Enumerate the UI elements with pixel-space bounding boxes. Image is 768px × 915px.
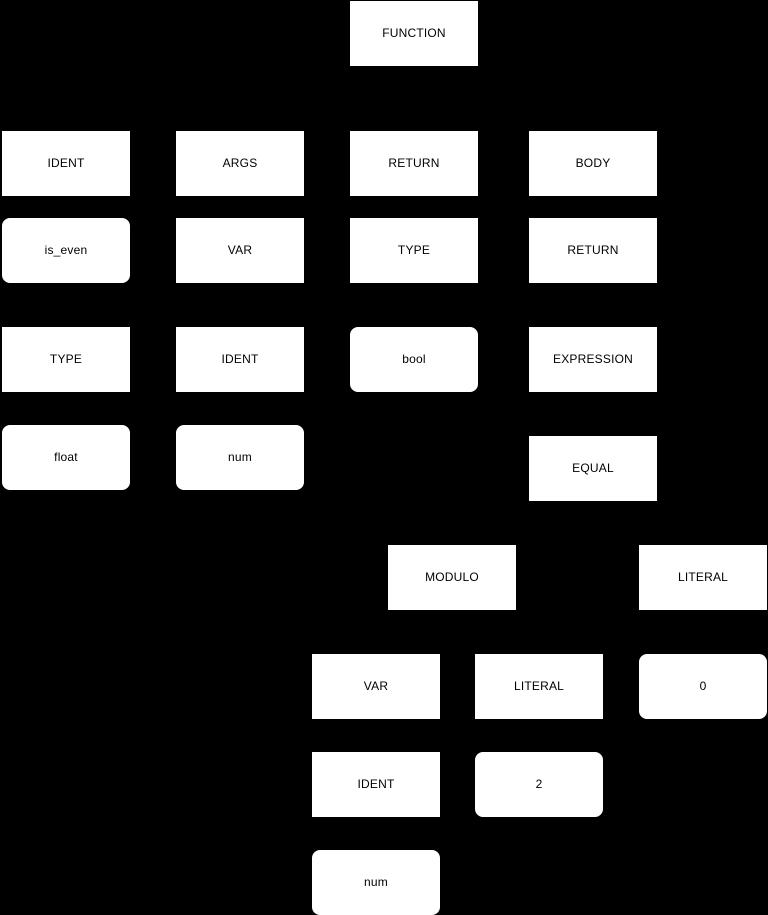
ast-node[interactable]: [638, 653, 768, 720]
ast-node[interactable]: [1, 130, 131, 197]
ast-node[interactable]: [175, 217, 305, 284]
ast-node[interactable]: [349, 130, 479, 197]
ast-node-label: RETURN: [567, 243, 619, 258]
ast-node-label: num: [228, 450, 252, 465]
ast-node-label: LITERAL: [513, 679, 565, 694]
ast-node[interactable]: [528, 326, 658, 393]
ast-node[interactable]: [311, 653, 441, 720]
ast-node[interactable]: [175, 326, 305, 393]
ast-node-label: BODY: [575, 156, 611, 171]
ast-node-label: bool: [402, 352, 426, 367]
ast-node[interactable]: [349, 0, 479, 67]
ast-node-label: LITERAL: [677, 570, 729, 585]
ast-node[interactable]: [474, 751, 604, 818]
ast-node[interactable]: [528, 217, 658, 284]
ast-node-label: is_even: [44, 243, 88, 258]
ast-node[interactable]: [528, 435, 658, 502]
ast-node[interactable]: [349, 217, 479, 284]
ast-node-label: 2: [535, 777, 543, 792]
ast-node-label: IDENT: [47, 156, 85, 171]
ast-node[interactable]: [474, 653, 604, 720]
ast-node-label: num: [364, 875, 388, 890]
ast-node-label: float: [54, 450, 78, 465]
ast-node-label: EXPRESSION: [552, 352, 634, 367]
ast-node[interactable]: [638, 544, 768, 611]
ast-node[interactable]: [1, 217, 131, 284]
ast-node-label: ARGS: [222, 156, 258, 171]
ast-node-label: FUNCTION: [382, 26, 446, 41]
ast-node[interactable]: [387, 544, 517, 611]
ast-node[interactable]: [311, 849, 441, 915]
ast-node-label: MODULO: [425, 570, 479, 585]
ast-node[interactable]: [311, 751, 441, 818]
ast-node[interactable]: [1, 424, 131, 491]
ast-node-label: RETURN: [388, 156, 440, 171]
ast-node-label: EQUAL: [572, 461, 614, 476]
ast-node-label: VAR: [227, 243, 253, 258]
ast-node-label: IDENT: [357, 777, 395, 792]
ast-node-label: TYPE: [49, 352, 83, 367]
ast-node[interactable]: [1, 326, 131, 393]
ast-node[interactable]: [349, 326, 479, 393]
ast-node-label: 0: [699, 679, 707, 694]
ast-node[interactable]: [175, 424, 305, 491]
ast-node-label: VAR: [363, 679, 389, 694]
ast-node-label: TYPE: [397, 243, 431, 258]
ast-node[interactable]: [175, 130, 305, 197]
ast-node-label: IDENT: [221, 352, 259, 367]
ast-node[interactable]: [528, 130, 658, 197]
